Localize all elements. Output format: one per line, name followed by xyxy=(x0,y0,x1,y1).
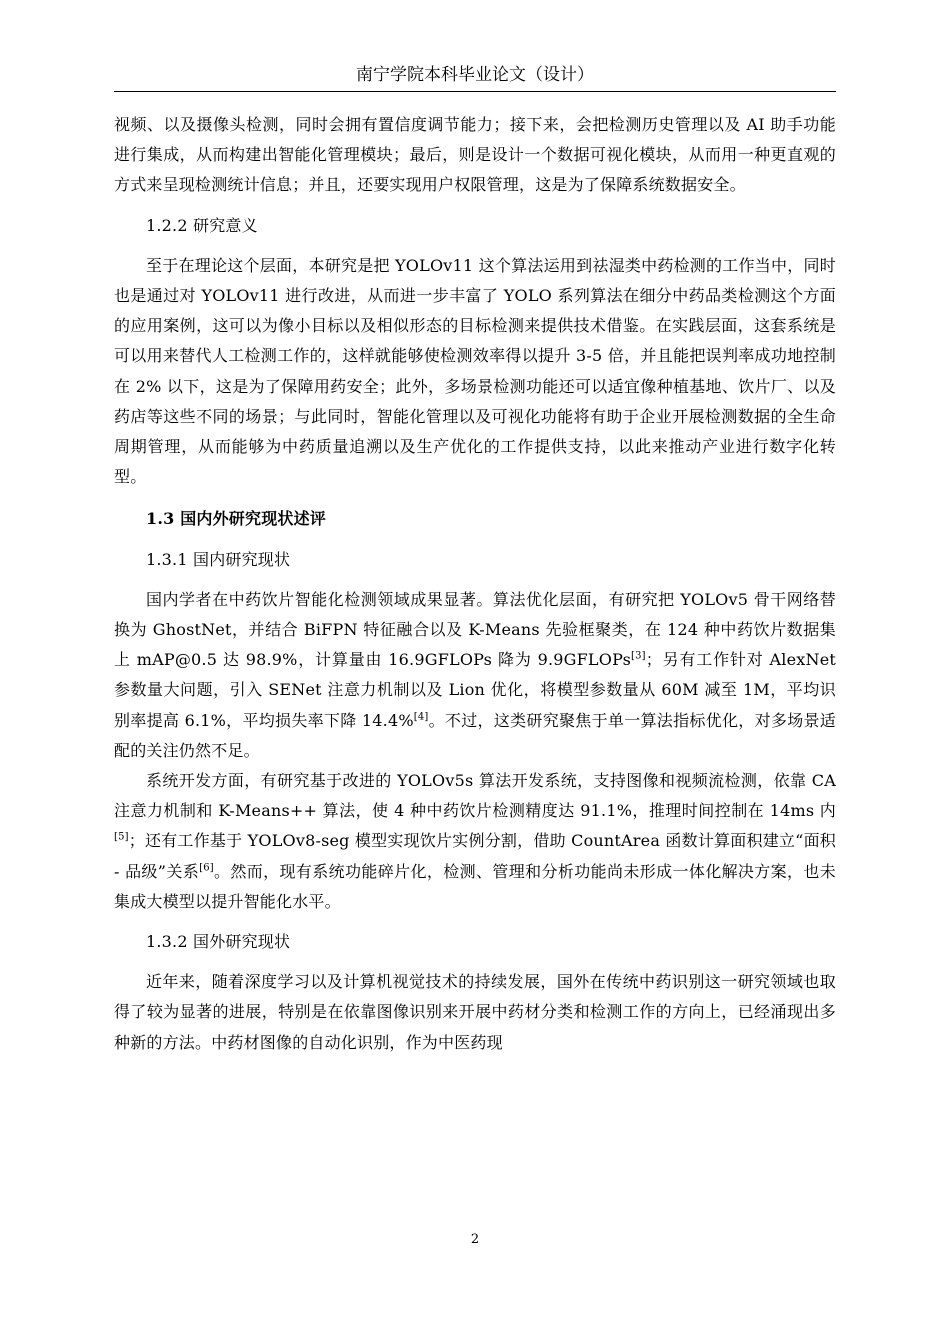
citation-ref-4: [4] xyxy=(413,711,429,723)
paragraph-research-content-continued: 视频、以及摄像头检测，同时会拥有置信度调节能力；接下来，会把检测历史管理以及 AI 助手功能进行集成，从而构建出智能化管理模块；最后，则是设计一个数据可视化模块，从而用一种更直观的方式来呈现检测统计信息；并且，还要实现用户权限管理，这是为了保障系统数据安全。 xyxy=(114,115,836,195)
text-run: 。然而，现有系统功能碎片化，检测、管理和分析功能尚未形成一体化解决方案，也未集成大模型以提升智能化水平。 xyxy=(114,861,836,911)
subsection-heading-1-3-2: 1.3.2 国外研究现状 xyxy=(146,932,291,952)
text-run: ；另有工作针对 AlexNet 参数量大问题，引入 SENet 注意力机制以及 Lion 优化，将模型参数量从 60M 减至 1M，平均识别率提高 6.1%，平均损失率下降 14.4% xyxy=(114,650,836,730)
citation-ref-6: [6] xyxy=(199,862,214,874)
subsection-heading-1-3-1: 1.3.1 国内研究现状 xyxy=(146,549,291,569)
subsection-heading-1-2-2: 1.2.2 研究意义 xyxy=(146,215,258,235)
text-run: ；还有工作基于 YOLOv8-seg 模型实现饮片实例分割，借助 CountArea 函数计算面积建立“面积 - 品级”关系 xyxy=(114,831,836,881)
page-number: 2 xyxy=(470,1232,480,1247)
running-header: 南宁学院本科毕业论文（设计） xyxy=(114,62,836,92)
paragraph-research-significance: 至于在理论这个层面，本研究是把 YOLOv11 这个算法运用到祛湿类中药检测的工作当中，同时也是通过对 YOLOv11 进行改进，从而进一步丰富了 YOLO 系列算法在细分中药品类检测这个方面的应用案例，这可以为像小目标以及相似形态的目标检测来提供技术借鉴。在实践层面，这套系统是可以用来替代人工检测工作的，这样就能够使检测效率得以提升 3-5 倍，并且能把误判率成功地控制在 2% 以下，这是为了保障用药安全；此外，多场景检测功能还可以适宜像种植基地、饮片厂、以及药店等这些不同的场景；与此同时，智能化管理以及可视化功能将有助于企业开展检测数据的全生命周期管理，从而能够为中药质量追溯以及生产优化的工作提供支持，以此来推动产业进行数字化转型。 xyxy=(114,255,836,487)
section-heading-1-3: 1.3 国内外研究现状述评 xyxy=(146,509,327,529)
citation-ref-3: [3] xyxy=(631,650,646,662)
document-body xyxy=(114,110,836,1058)
citation-ref-5: [5] xyxy=(114,832,129,844)
text-run: 。不过，这类研究聚焦于单一算法指标优化，对多场景适配的关注仍然不足。 xyxy=(114,710,836,760)
paragraph-foreign-research: 近年来，随着深度学习以及计算机视觉技术的持续发展，国外在传统中药识别这一研究领域也取得了较为显著的进展，特别是在依靠图像识别来开展中药材分类和检测工作的方向上，已经涌现出多种新的方法。中药材图像的自动化识别，作为中医药现 xyxy=(114,972,836,1052)
paragraph-domestic-systems xyxy=(114,766,836,917)
text-run: 国内学者在中药饮片智能化检测领域成果显著。算法优化层面，有研究把 YOLOv5 骨干网络替换为 GhostNet，并结合 BiFPN 特征融合以及 K-Means 先验框聚类，在 124 种中药饮片数据集上 mAP@0.5 达 98.9%，计算量由 16.9GFLOPs 降为 9.9GFLOPs xyxy=(114,589,836,670)
paragraph-domestic-algorithms xyxy=(114,585,836,766)
text-run: 系统开发方面，有研究基于改进的 YOLOv5s 算法开发系统，支持图像和视频流检测，依靠 CA 注意力机制和 K-Means++ 算法，使 4 种中药饮片检测精度达 91.1%，推理时间控制在 14ms 内 xyxy=(114,771,836,821)
